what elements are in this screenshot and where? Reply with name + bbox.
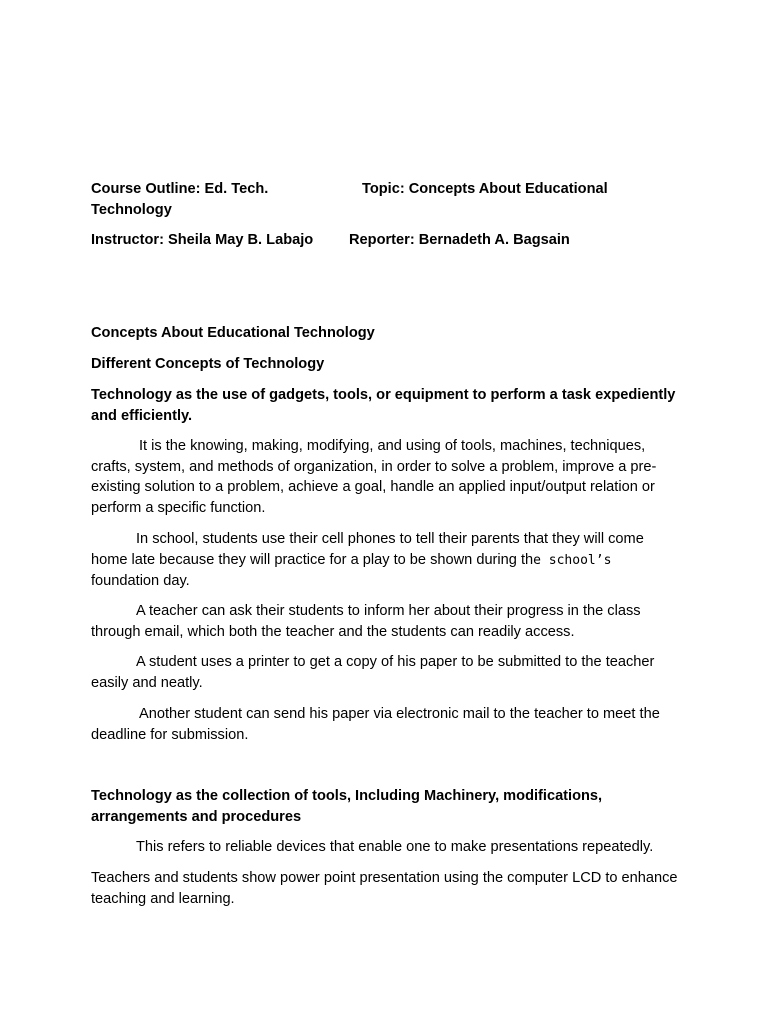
section1-paragraph-2-text-b: foundation day. bbox=[91, 573, 190, 589]
section1-paragraph-5: Another student can send his paper via electronic mail to the teacher to meet the deadline for submission. bbox=[91, 706, 660, 743]
main-title: Concepts About Educational Technology bbox=[91, 325, 375, 341]
section1-paragraph-2-mono-run: e school’s bbox=[533, 552, 612, 568]
instructor: Instructor: Sheila May B. Labajo bbox=[91, 232, 314, 248]
header-instructor-reporter-row bbox=[91, 230, 681, 251]
section2-paragraph-1: This refers to reliable devices that enable one to make presentations repeatedly. bbox=[136, 839, 654, 855]
topic: Topic: Concepts About Educational bbox=[362, 181, 608, 197]
section1-paragraph-3: A teacher can ask their students to inform her about their progress in the class through email, which both the teacher and the students can readily access. bbox=[91, 603, 641, 640]
header-course-topic-row bbox=[91, 179, 681, 220]
section1-paragraph-2 bbox=[91, 529, 681, 592]
section1-paragraph-4: A student uses a printer to get a copy of his paper to be submitted to the teacher easily and neatly. bbox=[91, 654, 655, 691]
reporter: Reporter: Bernadeth A. Bagsain bbox=[349, 232, 570, 248]
section2-heading: Technology as the collection of tools, Including Machinery, modifications, arrangements and procedures bbox=[91, 788, 603, 825]
course-outline-line2: Technology bbox=[91, 201, 172, 218]
section1-paragraph-2-text-a: In school, students use their cell phones to tell their parents that they will come home late because they will practice for a play to be shown during th bbox=[91, 531, 644, 568]
course-outline-line1: Course Outline: Ed. Tech. bbox=[91, 181, 269, 197]
subtitle: Different Concepts of Technology bbox=[91, 356, 325, 372]
section1-heading: Technology as the use of gadgets, tools, or equipment to perform a task expediently and efficiently. bbox=[91, 387, 676, 424]
section1-paragraph-1: It is the knowing, making, modifying, and using of tools, machines, techniques, crafts, system, and methods of organization, in order to solve a problem, improve a pre-existing solution to a problem, achieve a goal, handle an applied input/output relation or perform a specific function. bbox=[91, 438, 657, 516]
section2-paragraph-2: Teachers and students show power point presentation using the computer LCD to enhance teaching and learning. bbox=[91, 870, 678, 907]
